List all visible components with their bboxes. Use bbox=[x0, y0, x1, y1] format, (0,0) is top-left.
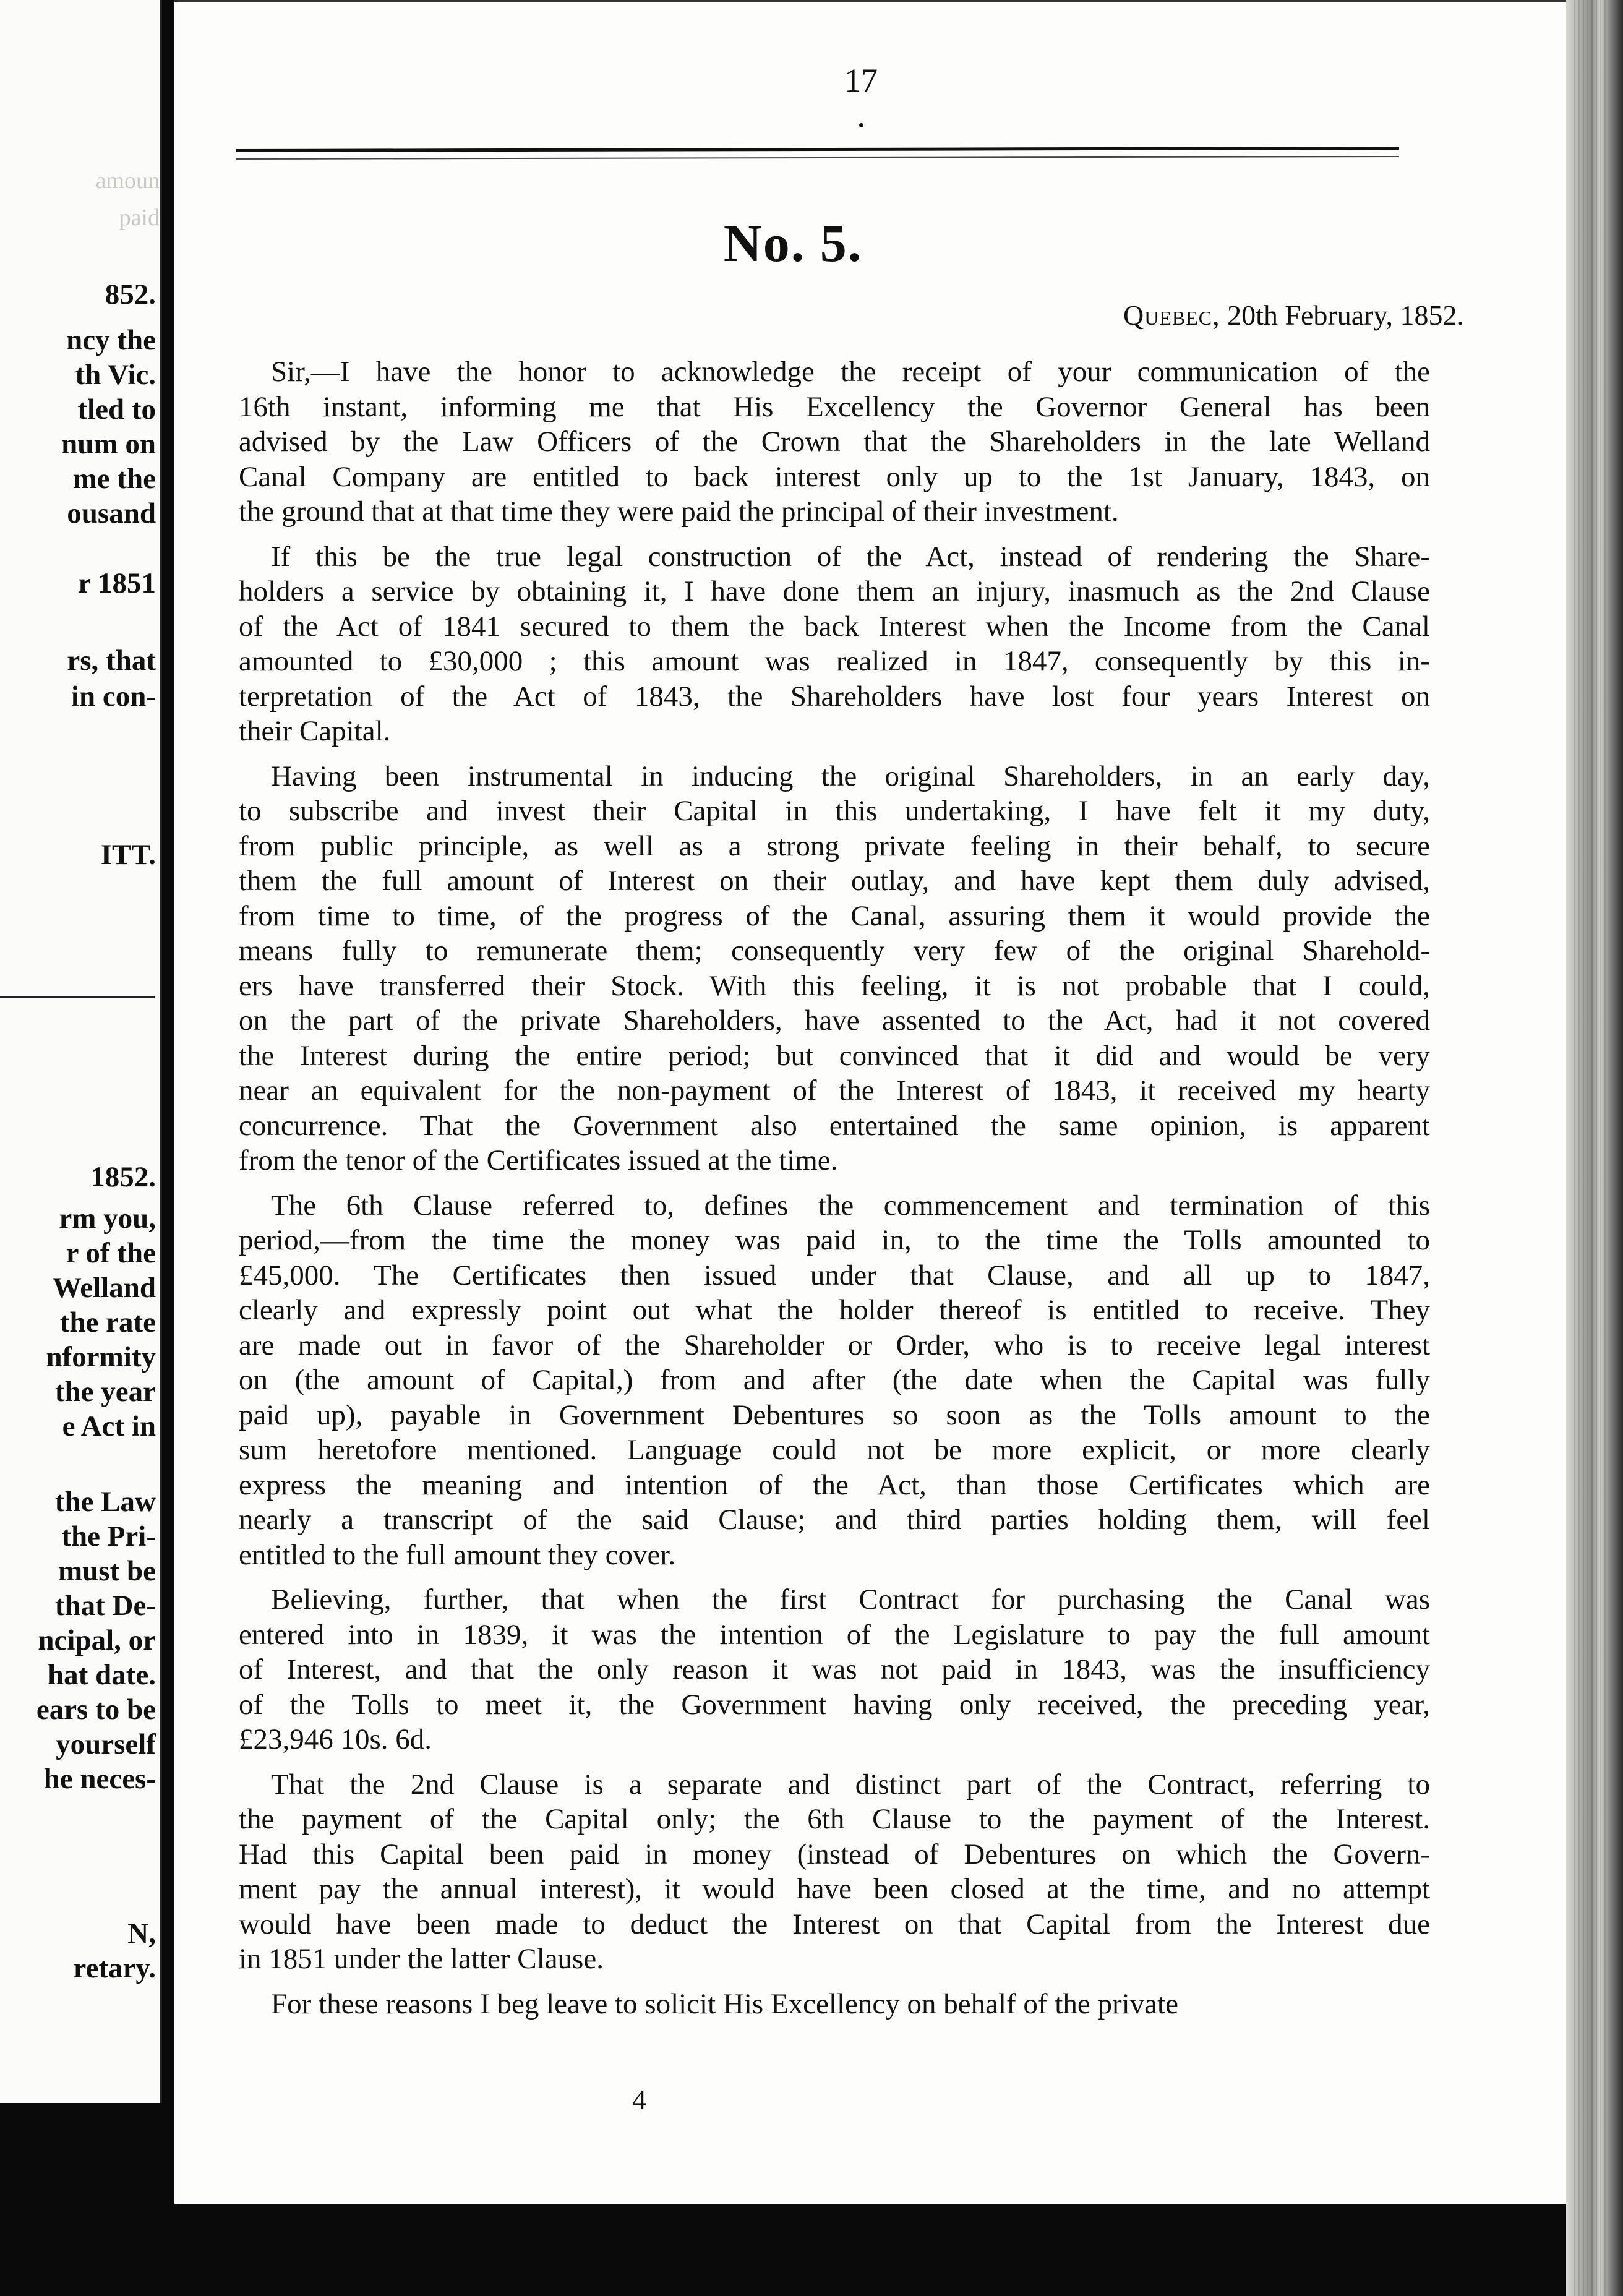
left-fragment: Welland bbox=[52, 1272, 156, 1304]
text-line: on (the amount of Capital,) from and after (the date when the Capital was fully bbox=[239, 1364, 1430, 1396]
left-fragment: 1852. bbox=[90, 1161, 156, 1193]
left-fragment: r of the bbox=[66, 1237, 156, 1269]
text-line: ment pay the annual interest), it would have been closed at the time, and no attempt bbox=[239, 1873, 1430, 1905]
text-line: concurrence. That the Government also entertained the same opinion, is apparent bbox=[239, 1109, 1430, 1142]
text-line: holders a service by obtaining it, I have done them an injury, inasmuch as the 2nd Clause bbox=[239, 575, 1430, 607]
text-line: entered into in 1839, it was the intention of the Legislature to pay the full amount bbox=[239, 1618, 1430, 1651]
left-fragment: he neces- bbox=[43, 1763, 156, 1795]
text-line: The 6th Clause referred to, defines the commencement and termination of this bbox=[271, 1189, 1430, 1222]
left-fragment: N, bbox=[127, 1917, 156, 1950]
text-line: in 1851 under the latter Clause. bbox=[239, 1943, 604, 1975]
text-line: would have been made to deduct the Interest on that Capital from the Interest due bbox=[239, 1908, 1430, 1940]
bleed-through-text: amoun bbox=[95, 168, 160, 194]
text-line: the payment of the Capital only; the 6th Clause to the payment of the Interest. bbox=[239, 1803, 1430, 1835]
letter-body bbox=[239, 354, 1430, 2031]
text-line: of Interest, and that the only reason it was not paid in 1843, was the insufficiency bbox=[239, 1653, 1430, 1686]
left-facing-page bbox=[0, 0, 162, 2103]
text-line: Canal Company are entitled to back interest only up to the 1st January, 1843, on bbox=[239, 460, 1430, 493]
left-fragment: retary. bbox=[73, 1952, 156, 1984]
paragraph bbox=[239, 354, 1430, 529]
paragraph bbox=[239, 1582, 1430, 1757]
text-line: paid up), payable in Government Debentures so soon as the Tolls amount to the bbox=[239, 1399, 1430, 1431]
left-fragment: in con- bbox=[71, 680, 156, 713]
text-line: the ground that at that time they were paid the principal of their investment. bbox=[239, 495, 1119, 528]
text-line: Having been instrumental in inducing the original Shareholders, in an early day, bbox=[271, 760, 1430, 792]
text-line: means fully to remunerate them; consequently very few of the original Sharehold- bbox=[239, 935, 1430, 967]
left-fragment: the Law bbox=[54, 1486, 156, 1518]
paragraph bbox=[239, 1188, 1430, 1573]
left-fragment: nformity bbox=[46, 1341, 156, 1373]
text-line: Had this Capital been paid in money (instead of Debentures on which the Govern- bbox=[239, 1838, 1430, 1870]
text-line: For these reasons I beg leave to solicit His Excellency on behalf of the private bbox=[271, 1987, 1178, 2020]
text-line: terpretation of the Act of 1843, the Shareholders have lost four years Interest on bbox=[239, 680, 1430, 713]
text-line: clearly and expressly point out what the holder thereof is entitled to receive. They bbox=[239, 1294, 1430, 1326]
text-line: advised by the Law Officers of the Crown that the Shareholders in the late Welland bbox=[239, 426, 1430, 458]
left-fragment: rm you, bbox=[59, 1202, 156, 1235]
dateline-place: Quebec, bbox=[1123, 299, 1220, 331]
text-line: Believing, further, that when the first Contract for purchasing the Canal was bbox=[271, 1583, 1430, 1616]
page-edge-lines bbox=[1571, 0, 1608, 2296]
text-line: £45,000. The Certificates then issued under that Clause, and all up to 1847, bbox=[239, 1259, 1430, 1292]
text-line: sum heretofore mentioned. Language could not be more explicit, or more clearly bbox=[239, 1434, 1430, 1466]
left-fragment: 852. bbox=[105, 278, 156, 311]
paragraph bbox=[239, 1987, 1430, 2022]
left-fragment: ncipal, or bbox=[38, 1624, 156, 1656]
document-title: No. 5. bbox=[723, 213, 863, 273]
header-rule bbox=[236, 147, 1399, 160]
text-line: their Capital. bbox=[239, 715, 391, 747]
left-fragment: r 1851 bbox=[78, 567, 156, 599]
text-line: £23,946 10s. 6d. bbox=[239, 1723, 432, 1755]
text-line: period,—from the time the money was paid in, to the time the Tolls amounted to bbox=[239, 1224, 1430, 1256]
page-number: 17 bbox=[844, 62, 878, 99]
left-fragment: yourself bbox=[56, 1728, 156, 1760]
text-line: Sir,—I have the honor to acknowledge the receipt of your communication of the bbox=[271, 356, 1430, 388]
dateline-date: 20th February, 1852. bbox=[1227, 299, 1464, 331]
bleed-through-text: paid bbox=[119, 205, 160, 231]
text-line: are made out in favor of the Shareholder or Order, who is to receive legal interest bbox=[239, 1329, 1430, 1361]
left-rule bbox=[0, 996, 155, 998]
text-line: entitled to the full amount they cover. bbox=[239, 1538, 676, 1571]
paragraph bbox=[239, 759, 1430, 1178]
print-speck bbox=[859, 123, 863, 127]
paragraph bbox=[239, 539, 1430, 749]
text-line: nearly a transcript of the said Clause; and third parties holding them, will feel bbox=[239, 1504, 1430, 1536]
left-fragment: ncy the bbox=[66, 324, 156, 356]
text-line: from the tenor of the Certificates issued at the time. bbox=[239, 1144, 838, 1176]
signature-mark: 4 bbox=[632, 2084, 646, 2115]
text-line: That the 2nd Clause is a separate and distinct part of the Contract, referring to bbox=[271, 1768, 1430, 1801]
text-line: them the full amount of Interest on their outlay, and have kept them duly advised, bbox=[239, 865, 1430, 897]
left-fragment: e Act in bbox=[62, 1410, 156, 1442]
text-line: on the part of the private Shareholders, have assented to the Act, had it not covered bbox=[239, 1004, 1430, 1037]
text-line: of the Tolls to meet it, the Government having only received, the preceding year, bbox=[239, 1688, 1430, 1721]
left-fragment: the rate bbox=[59, 1306, 156, 1339]
text-line: express the meaning and intention of the Act, than those Certificates which are bbox=[239, 1468, 1430, 1501]
left-fragment: ousand bbox=[67, 497, 156, 529]
left-fragment: that De- bbox=[54, 1590, 156, 1622]
text-line: to subscribe and invest their Capital in this undertaking, I have felt it my duty, bbox=[239, 795, 1430, 827]
left-fragment: rs, that bbox=[67, 645, 156, 677]
left-fragment: ITT. bbox=[100, 839, 156, 871]
left-fragment: ears to be bbox=[36, 1694, 156, 1726]
left-fragment: the year bbox=[54, 1376, 156, 1408]
dateline bbox=[1123, 299, 1464, 332]
left-fragment: hat date. bbox=[48, 1659, 156, 1691]
text-line: 16th instant, informing me that His Excellency the Governor General has been bbox=[239, 390, 1430, 423]
left-fragment: tled to bbox=[77, 393, 156, 426]
main-page bbox=[174, 0, 1566, 2204]
left-fragment: th Vic. bbox=[75, 359, 156, 391]
paragraph bbox=[239, 1767, 1430, 1977]
text-line: the Interest during the entire period; but convinced that it did and would be very bbox=[239, 1039, 1430, 1072]
text-line: ers have transferred their Stock. With this feeling, it is not probable that I could, bbox=[239, 969, 1430, 1002]
left-fragment: must be bbox=[58, 1555, 156, 1587]
text-line: of the Act of 1841 secured to them the back Interest when the Income from the Canal bbox=[239, 610, 1430, 643]
left-fragment: the Pri- bbox=[61, 1520, 156, 1553]
text-line: If this be the true legal construction of the Act, instead of rendering the Share- bbox=[271, 540, 1430, 573]
text-line: from public principle, as well as a strong private feeling in their behalf, to secure bbox=[239, 829, 1430, 862]
text-line: amounted to £30,000 ; this amount was realized in 1847, consequently by this in- bbox=[239, 645, 1430, 677]
left-fragment: me the bbox=[72, 463, 156, 495]
text-line: from time to time, of the progress of the Canal, assuring them it would provide the bbox=[239, 899, 1430, 932]
left-fragment: num on bbox=[61, 428, 156, 460]
text-line: near an equivalent for the non-payment of the Interest of 1843, it received my hearty bbox=[239, 1074, 1430, 1107]
